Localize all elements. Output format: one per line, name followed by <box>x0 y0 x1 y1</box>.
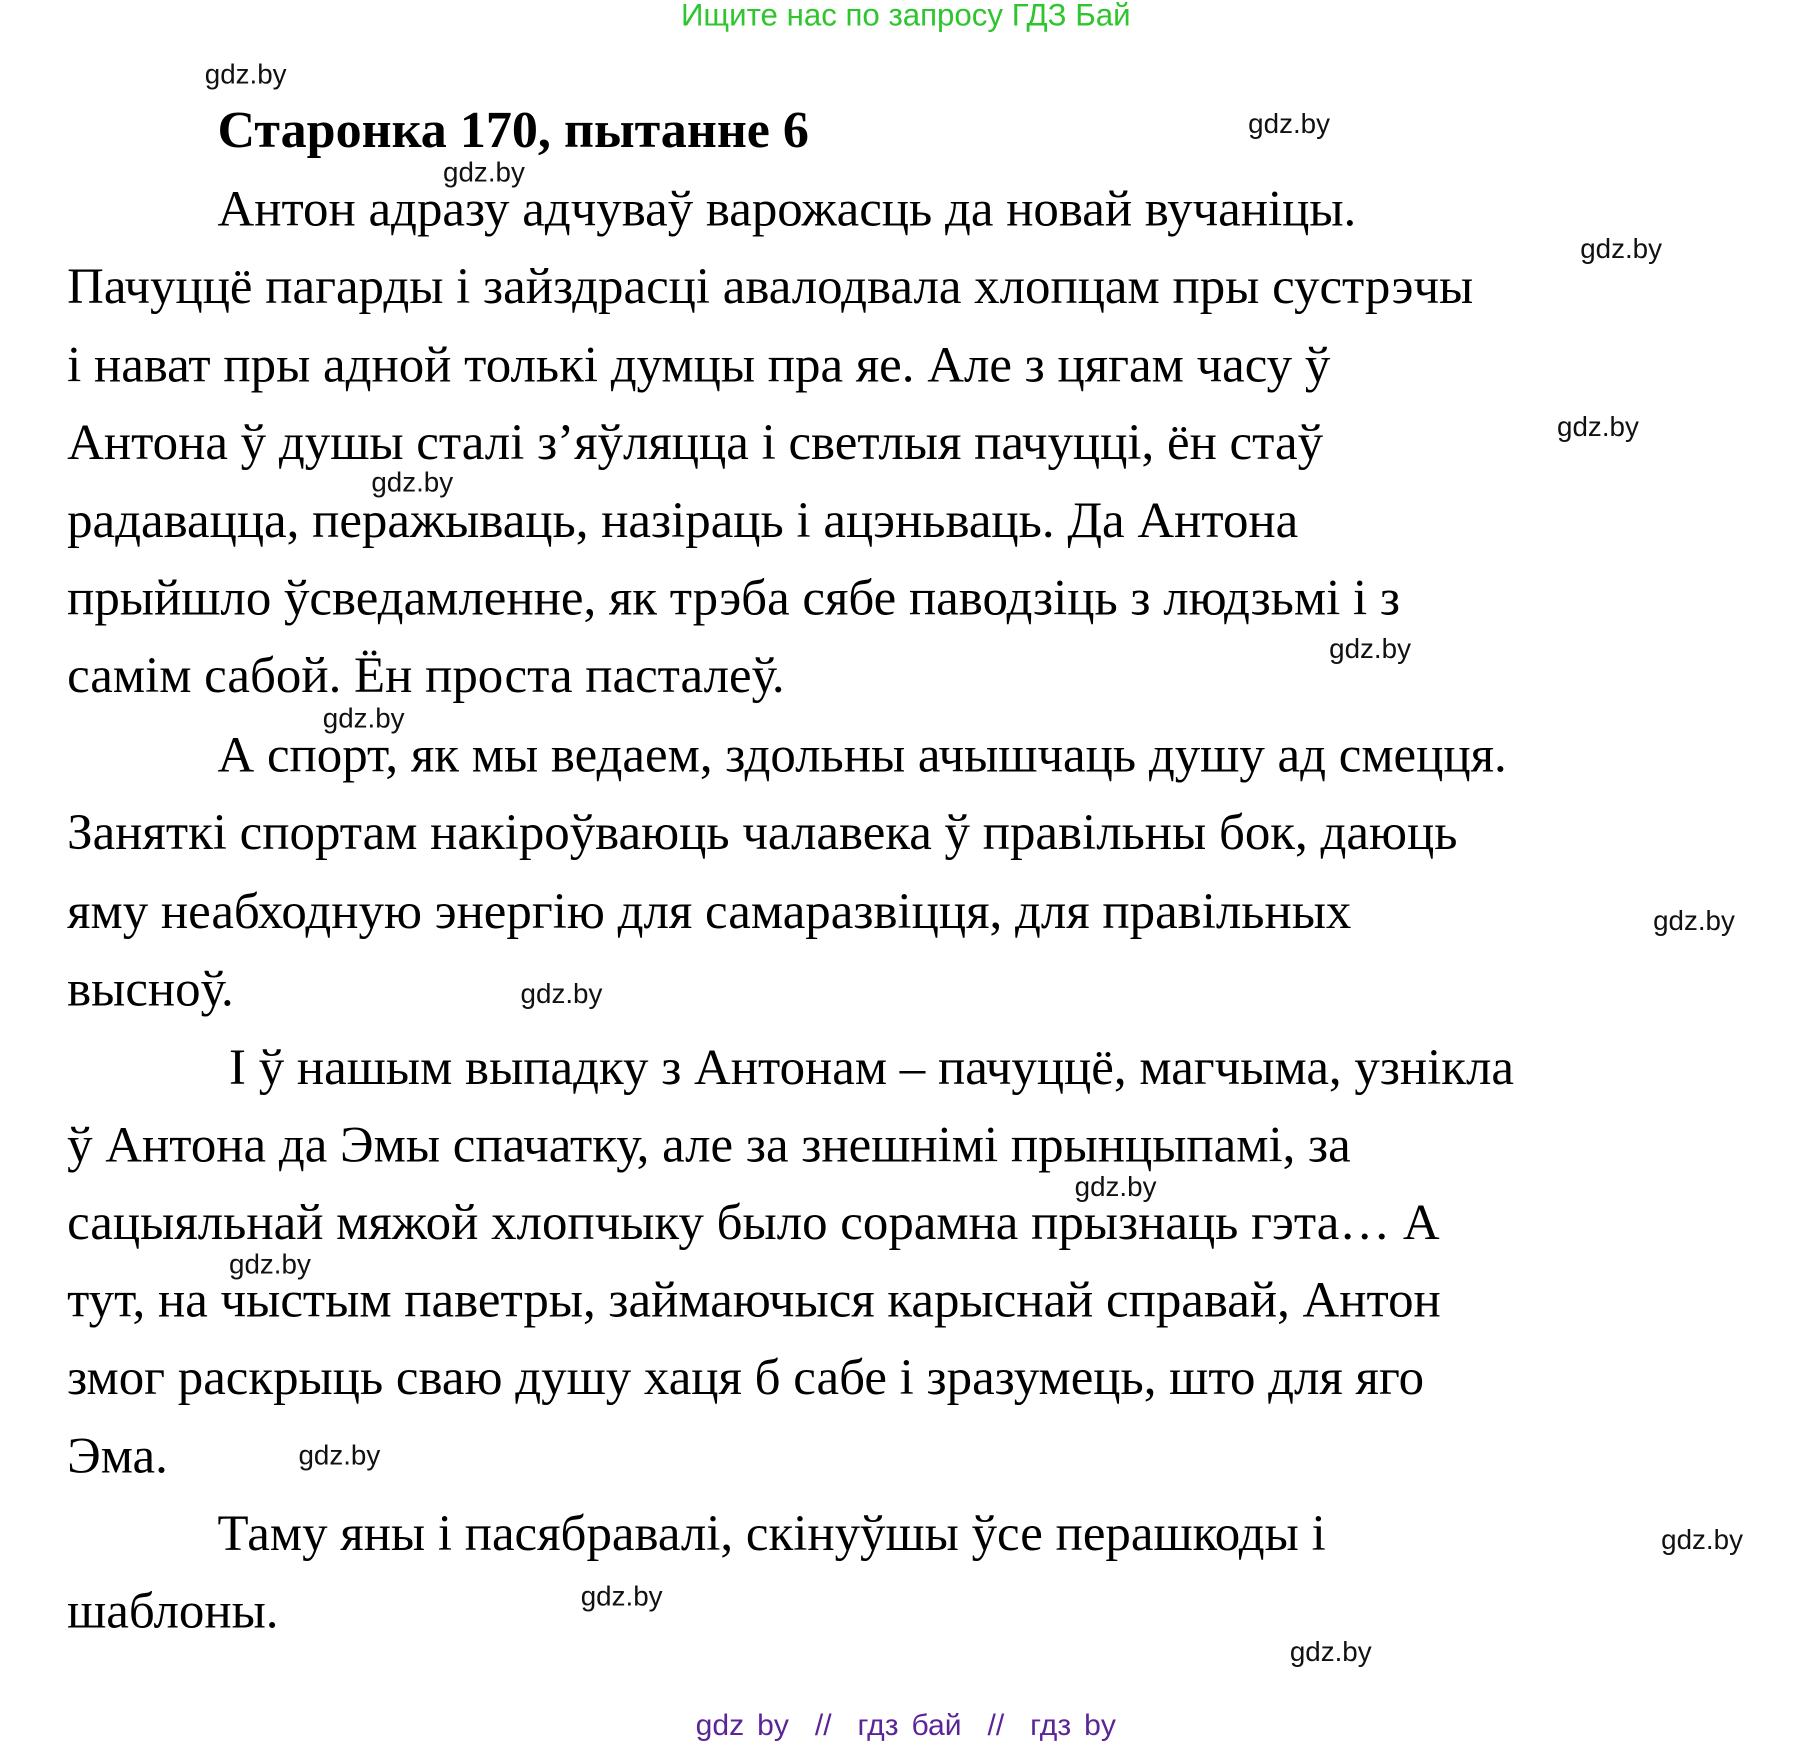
watermark: gdz.by <box>443 157 525 189</box>
text-line: Антон адразу адчуваў варожасць да новай вучаніцы. <box>217 180 1357 238</box>
text-line: Антона ў душы сталі з’яўляцца і светлыя пачуцці, ён стаў <box>67 414 1324 471</box>
text-line: Эма. <box>67 1427 168 1485</box>
text-line: тут, на чыстым паветры, займаючыся карыснай справай, Антон <box>67 1271 1441 1329</box>
footer-links: gdz by // гдз бай // гдз by <box>695 1707 1116 1743</box>
watermark: gdz.by <box>1557 411 1639 444</box>
watermark: gdz.by <box>520 978 603 1010</box>
watermark: gdz.by <box>1653 905 1735 938</box>
text-line: шаблоны. <box>67 1582 279 1640</box>
text-line: І ў нашым выпадку з Антонам – пачуццё, магчыма, узнікла <box>229 1038 1515 1096</box>
text-line: высноў. <box>67 960 234 1017</box>
text-line: Таму яны і пасябравалі, скінуўшы ўсе перашкоды і <box>217 1504 1326 1562</box>
watermark: gdz.by <box>1329 633 1411 666</box>
watermark: gdz.by <box>229 1249 311 1281</box>
watermark: gdz.by <box>1580 233 1662 265</box>
text-line: ў Антона да Эмы спачатку, але за знешнімі прынцыпамі, за <box>67 1116 1351 1173</box>
watermark: gdz.by <box>1248 108 1330 140</box>
text-line: сацыяльнай мяжой хлопчыку было сорамна прызнаць гэта… А <box>67 1193 1440 1251</box>
text-line: і нават пры адной толькі думцы пра яе. Але з цягам часу ў <box>67 336 1331 394</box>
watermark: gdz.by <box>580 1581 663 1613</box>
text-line: А спорт, як мы ведаем, здольны ачышчаць душу ад смецця. <box>217 726 1507 784</box>
watermark: gdz.by <box>371 467 454 499</box>
text-line: яму неабходную энергію для самаразвіцця, для правільных <box>67 882 1352 940</box>
watermark: gdz.by <box>1289 1636 1372 1669</box>
search-banner: Ищите нас по запросу ГДЗ Бай <box>680 0 1131 33</box>
page-title: Старонка 170, пытанне 6 <box>217 100 809 159</box>
text-line: Заняткі спортам накіроўваюць чалавека ў правільны бок, даюць <box>67 803 1458 861</box>
text-line: прыйшло ўсведамленне, як трэба сябе паводзіць з людзьмі і з <box>67 569 1400 626</box>
watermark: gdz.by <box>1074 1171 1157 1204</box>
text-line: самім сабой. Ён проста пасталеў. <box>67 646 785 704</box>
watermark: gdz.by <box>1661 1524 1743 1556</box>
text-line: радавацца, перажываць, назіраць і ацэньваць. Да Антона <box>67 491 1299 549</box>
watermark: gdz.by <box>204 58 287 91</box>
text-line: Пачуццё пагарды і зайздрасці авалодвала хлопцам пры сустрэчы <box>67 257 1474 315</box>
watermark: gdz.by <box>298 1440 381 1472</box>
watermark: gdz.by <box>322 703 405 735</box>
text-line: змог раскрыць сваю душу хаця б сабе і зразумець, што для яго <box>67 1348 1425 1406</box>
